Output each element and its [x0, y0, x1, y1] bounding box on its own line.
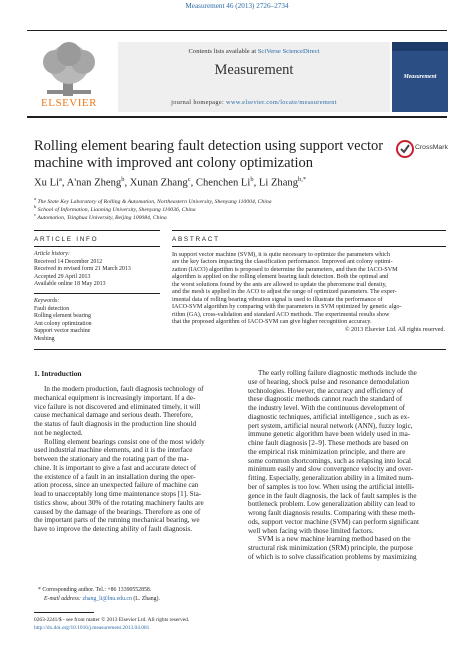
- body-line: wrong fault diagnosis results. Comparing with these meth-: [248, 509, 416, 517]
- abstract-line: and the mesh is applied in the ACO to adjust the range of optimized parameters. The exper-: [172, 289, 397, 296]
- abstract-line: the worst solutions found by the ants are allowed to update the pheromone trail density,: [172, 281, 387, 288]
- body-line: the existence of a fault in an installation during the oper-: [34, 472, 196, 481]
- article-info-heading: ARTICLE INFO: [34, 236, 99, 243]
- keyword-item: Ant colony optimization: [34, 320, 92, 327]
- paper-title: Rolling element bearing fault detection using support vector machine with improved ant colony optimization: [34, 138, 384, 171]
- footnote-text: Corresponding author. Tel.: +86 13390552858.: [42, 587, 152, 593]
- keyword-item: Fault detection: [34, 305, 70, 312]
- journal-reference[interactable]: Measurement 46 (2013) 2726–2734: [185, 2, 289, 10]
- body-line: of which is to solve classification problems by maximizing: [248, 552, 417, 561]
- history-item: Received in revised form 21 March 2013: [34, 266, 131, 272]
- abstract-line: algorithm is applied on the rolling element bearing fault detection. Both the optimal and: [172, 274, 389, 281]
- body-line: used industrial machine elements, and it is the interface: [34, 446, 193, 455]
- body-line: The early rolling failure diagnostic methods include the: [258, 369, 417, 377]
- journal-cover-title: Measurement: [403, 74, 437, 80]
- body-line: chine. It is important to give a fast and accurate detect of: [34, 463, 197, 472]
- article-history-label: Article history:: [34, 251, 70, 257]
- journal-homepage-line: [118, 99, 390, 106]
- affiliation-mark: a: [34, 196, 37, 201]
- abstract-line: In support vector machine (SVM), it is quite necessary to optimize the parameters which: [172, 252, 390, 258]
- history-item: Accepted 29 April 2013: [34, 273, 91, 280]
- body-line: chine fault diagnosis [2–9]. These methods are based on: [248, 439, 409, 447]
- body-line: diagnostic techniques, artificial intelligence , such as ex-: [248, 412, 410, 421]
- body-line: have to improve the detecting ability of fault diagnosis.: [34, 525, 193, 533]
- journal-title: Measurement: [214, 62, 294, 78]
- keyword-item: Meshing: [34, 335, 55, 342]
- section-heading-introduction: 1. Introduction: [34, 369, 82, 378]
- affiliation-mark: b: [34, 204, 37, 209]
- affiliation: [34, 212, 167, 221]
- affiliation-mark: c: [34, 212, 37, 217]
- affiliation-text: Automation, Tsinghua University, Beijing 100084, China: [37, 214, 167, 221]
- abstract-copyright: © 2013 Elsevier Ltd. All rights reserved.: [344, 326, 445, 333]
- abstract-line: IACO-SVM algorithm by comparing with the parameters in SVM optimized by genetic algo-: [172, 304, 402, 311]
- body-line: ber of samples is too low. When using the artificial intelli-: [248, 482, 415, 491]
- elsevier-wordmark: ELSEVIER: [41, 97, 97, 109]
- body-line: ation process, since an unexpected failure of machine can: [34, 481, 199, 490]
- author-affil-mark[interactable]: a: [59, 176, 62, 183]
- author-separator: ,: [61, 177, 67, 189]
- homepage-prefix: journal homepage:: [171, 99, 227, 106]
- abstract-line: zation (IACO) algorithm is proposed to determine the parameters, and then the IACO-SVM: [172, 266, 398, 273]
- crossmark-label: CrossMark: [415, 144, 448, 151]
- author-name: Li Zhang: [258, 177, 299, 189]
- body-line: In the modern production, fault diagnosis technology of: [44, 385, 204, 393]
- abstract-top-rule: [172, 230, 446, 231]
- body-line: these diagnostic methods cannot reach the standard of: [248, 395, 403, 404]
- affiliation-text: The State Key Laboratory of Rolling & Automation, Northeastern University, Shenyang 110004, China: [37, 198, 272, 205]
- body-line: caused by the damage of the bearings. Therefore as one of: [34, 507, 201, 516]
- body-line: well when facing with those limited factors.: [248, 526, 374, 535]
- abstract-line: are the key factors impacting the classification performance. Improved ant colony optimi-: [172, 259, 393, 266]
- author-name: A'nan Zheng: [66, 177, 122, 189]
- body-line: the empirical risk minimization principle, and there are: [248, 447, 406, 456]
- doi-line: [34, 625, 149, 631]
- keywords-label: Keywords:: [34, 298, 60, 304]
- body-line: cause mechanical damage and serious death. Therefore,: [34, 411, 193, 420]
- article-info-rule: [34, 246, 160, 247]
- abstract-line: rithm (GA), cross-validation and standard ACO methods. The experimental results show: [172, 311, 390, 318]
- body-line: Rolling element bearings consist one of the most widely: [44, 437, 205, 446]
- body-line: use of hearing, shock pulse and resonance demodulation: [248, 377, 410, 386]
- body-line: gence in the fault diagnosis, the lack of fault samples is the: [248, 491, 417, 500]
- body-line: structural risk minimization (SRM) principle, the purpose: [248, 544, 413, 552]
- issn-line: 0263-2241/$ - see front matter © 2013 Elsevier Ltd. All rights reserved.: [34, 617, 190, 623]
- body-column-right: [248, 369, 446, 562]
- author-separator: ,: [124, 177, 130, 189]
- front-matter-bottom-rule: [34, 349, 446, 350]
- header-rule: [27, 30, 447, 31]
- history-item: Available online 18 May 2013: [34, 281, 106, 287]
- abstract-line: imental data of rolling bearing vibration signal is used to illustrate the performance of: [172, 296, 383, 303]
- homepage-link[interactable]: www.elsevier.com/locate/measurement: [226, 99, 337, 106]
- body-line: between the stationary and the rotating part of the ma-: [34, 455, 189, 463]
- author-affil-mark[interactable]: b: [250, 176, 254, 183]
- body-line: immune genetic algorithm have been widely used in ma-: [248, 430, 411, 439]
- body-line: the status of fault diagnosis in the production line should: [34, 420, 197, 428]
- body-line: some common shortcomings, such as relapsing into local: [248, 456, 412, 465]
- author-name: Chenchen Li: [195, 177, 251, 189]
- abstract-line: that the proposed algorithm of IACO-SVM can give higher recognition accuracy.: [172, 319, 372, 326]
- footnote-rule: [34, 612, 94, 613]
- journal-cover-topbar: [392, 42, 448, 51]
- email-label: E-mail address:: [44, 596, 81, 602]
- body-column-left: [34, 385, 231, 534]
- body-line: minimum easily and slow convergence velocity and over-: [248, 465, 413, 474]
- author-name: Xu Li: [34, 177, 60, 189]
- author-affil-mark[interactable]: b: [121, 176, 125, 183]
- body-line: SVM is a new machine learning method based on the: [258, 535, 411, 544]
- body-line: technologies. However, the accuracy and efficiency of: [248, 386, 404, 395]
- doi-link[interactable]: http://dx.doi.org/10.1016/j.measurement.2013.04.081: [34, 625, 150, 631]
- body-line: vice failure is not discovered and eliminated timely, it will: [34, 402, 201, 411]
- keywords-rule: [34, 293, 160, 294]
- author-affil-mark[interactable]: c: [187, 176, 191, 183]
- email-suffix: (L. Zhang).: [133, 596, 160, 602]
- sciencedirect-link[interactable]: SciVerse ScienceDirect: [257, 48, 320, 55]
- body-line: the industry level. With the continuous development of: [248, 404, 406, 412]
- body-line: bottleneck problem. Low generalization ability can lead to: [248, 500, 415, 509]
- body-line: ods, support vector machine (SVM) can perform significant: [248, 517, 419, 526]
- body-line: fitting. Especially, generalization ability in a limited num-: [248, 474, 414, 482]
- body-line: the important parts of the running mechanical bearing, we: [34, 516, 200, 525]
- author-affil-mark[interactable]: b,*: [298, 176, 307, 183]
- author-separator: ,: [190, 177, 196, 189]
- author-name: Xunan Zhang: [129, 177, 188, 189]
- body-line: mechanical equipment is increasingly important. If a de-: [34, 393, 196, 402]
- history-item: Received 14 December 2012: [34, 258, 103, 265]
- body-line: tistics show, about 30% of the rotating machinery faults are: [34, 498, 204, 507]
- contents-availability-line: [118, 48, 390, 55]
- corresponding-author-footnote: [38, 587, 151, 593]
- contents-prefix: Contents lists available at: [188, 48, 258, 55]
- author-list: [34, 176, 306, 189]
- body-line: not be neglected.: [34, 428, 83, 437]
- keyword-item: Rolling element bearing: [34, 313, 91, 319]
- header-bottom-rule: [27, 116, 447, 118]
- affiliation-text: School of Information, Liaoning University, Shenyang 110036, China: [37, 206, 196, 213]
- footnote-marker: *: [38, 587, 41, 593]
- email-footnote: [44, 596, 160, 602]
- keyword-item: Support vector machine: [34, 328, 91, 334]
- body-line: lead to unacceptably long time maintenance stops [1]. Sta-: [34, 490, 202, 498]
- abstract-heading: ABSTRACT: [172, 236, 220, 243]
- body-line: pert system, artificial neural network (ANN), fuzzy logic,: [248, 421, 413, 430]
- abstract-body: [172, 252, 445, 334]
- author-separator: ,: [253, 177, 259, 189]
- abstract-rule: [172, 246, 446, 247]
- article-info-top-rule: [34, 230, 160, 231]
- email-link[interactable]: zhang_li@lnu.edu.cn: [82, 596, 132, 602]
